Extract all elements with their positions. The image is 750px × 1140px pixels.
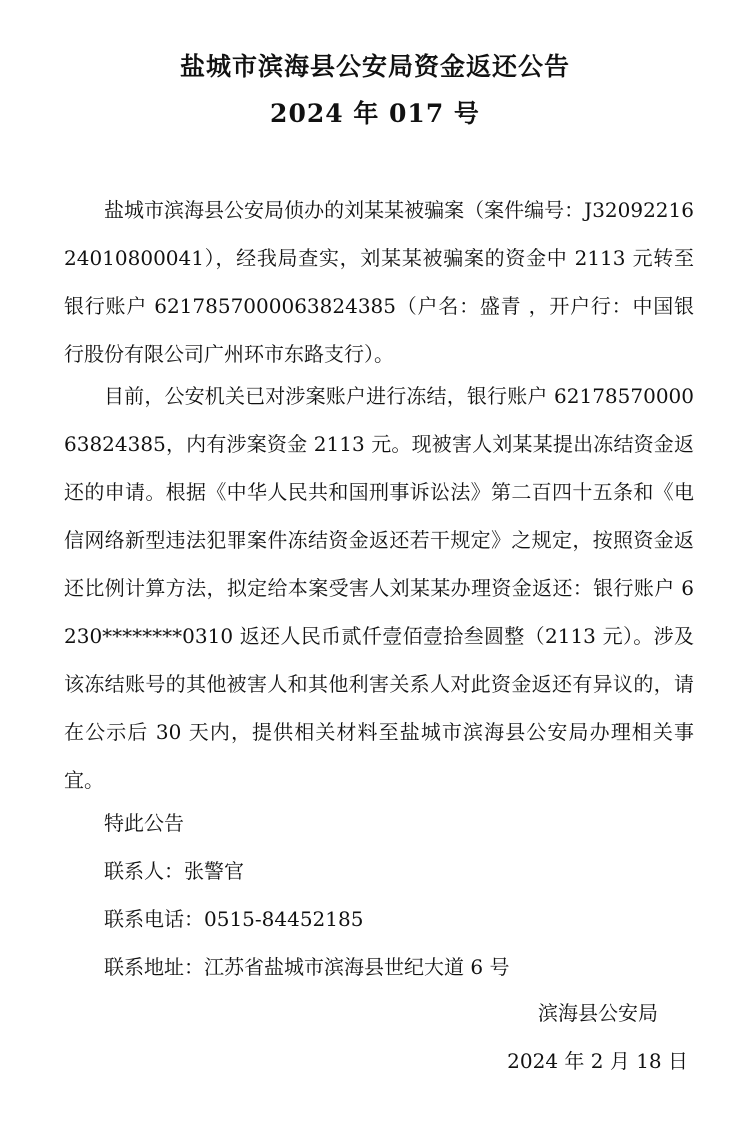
contact-person: 联系人：张警官 [104, 859, 244, 883]
notice-number: 2024 年 017 号 [270, 99, 480, 128]
contact-phone: 联系电话：0515-84452185 [104, 907, 364, 931]
signature-date: 2024 年 2 月 18 日 [507, 1049, 688, 1073]
case-paragraph: 盐城市滨海县公安局侦办的刘某某被骗案（案件编号：J3209221624010800041），经我局查实，刘某某被骗案的资金中 2113 元转至银行账户 6217857000063824385（户名：盛青 ，开户行：中国银行股份有限公司广州环市东路支行）。 [64, 198, 694, 366]
contact-address: 联系地址：江苏省盐城市滨海县世纪大道 6 号 [104, 955, 510, 979]
notice-title: 盐城市滨海县公安局资金返还公告 [179, 52, 570, 81]
signature-unit: 滨海县公安局 [538, 1001, 658, 1025]
closing-text: 特此公告 [104, 811, 184, 835]
refund-paragraph: 目前，公安机关已对涉案账户进行冻结，银行账户 6217857000063824385，内有涉案资金 2113 元。现被害人刘某某提出冻结资金返还的申请。根据《中华人民共和国刑事诉讼法》第二百四十五条和《电信网络新型违法犯罪案件冻结资金返还若干规定》之规定，按照资金返还比例计算方法，拟定给本案受害人刘某某办理资金返还：银行账户 6230********0310 返还人民币贰仟壹佰壹拾叁圆整（2113 元）。涉及该冻结账号的其他被害人和其他利害关系人对此资金返还有异议的，请在公示后 30 天内，提供相关材料至盐城市滨海县公安局办理相关事宜。 [64, 384, 694, 792]
